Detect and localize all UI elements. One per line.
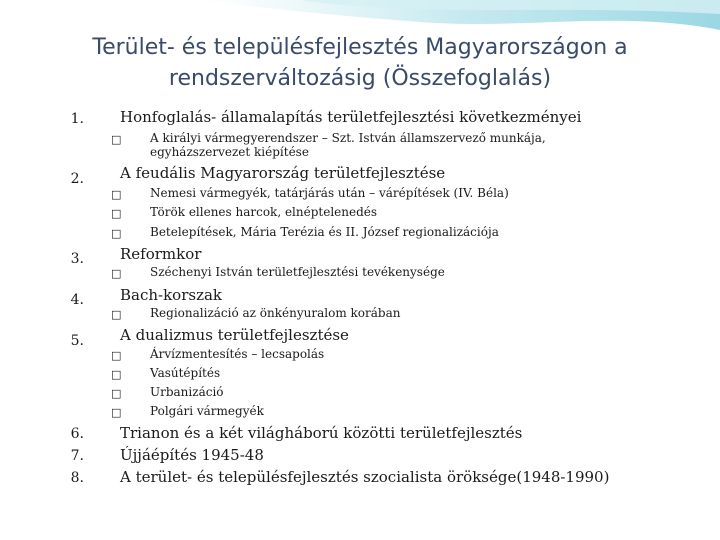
bullet-icon: □ <box>111 207 122 220</box>
bullet-icon: □ <box>111 188 122 201</box>
slide-title <box>40 32 680 94</box>
sub-item-continuation: egyházszervezet kiépítése <box>150 145 309 159</box>
item-number-7: 7. <box>70 448 84 464</box>
sub-item: Török ellenes harcok, elnéptelenedés <box>150 205 378 219</box>
item-heading-6: Trianon és a két világháború közötti területfejlesztés <box>120 424 523 442</box>
sub-item: Nemesi vármegyék, tatárjárás után – várépítések (IV. Béla) <box>150 186 509 200</box>
sub-item: Polgári vármegyék <box>150 404 264 418</box>
item-number-3: 3. <box>70 251 84 267</box>
bullet-icon: □ <box>111 368 122 381</box>
sub-item: Árvízmentesítés – lecsapolás <box>150 347 325 361</box>
item-heading-2: A feudális Magyarország területfejlesztése <box>120 164 446 182</box>
bullet-icon: □ <box>111 349 122 362</box>
item-heading-3: Reformkor <box>120 245 202 263</box>
bullet-icon: □ <box>111 267 122 280</box>
item-number-2: 2. <box>70 171 84 187</box>
bullet-icon: □ <box>111 133 122 146</box>
item-heading-4: Bach-korszak <box>120 286 223 304</box>
item-number-5: 5. <box>70 333 84 349</box>
title-line-2: rendszerváltozásig (Összefoglalás) <box>168 66 552 91</box>
sub-item: Regionalizáció az önkényuralom korában <box>150 306 401 320</box>
bullet-icon: □ <box>111 406 122 419</box>
item-number-6: 6. <box>70 426 84 442</box>
item-heading-1: Honfoglalás- államalapítás területfejlesztési következményei <box>120 108 582 126</box>
item-number-8: 8. <box>70 470 84 486</box>
sub-item: Széchenyi István területfejlesztési tevékenysége <box>150 265 445 279</box>
bullet-icon: □ <box>111 227 122 240</box>
item-heading-7: Újjáépítés 1945-48 <box>120 446 264 464</box>
item-number-4: 4. <box>70 292 84 308</box>
bullet-icon: □ <box>111 387 122 400</box>
item-heading-5: A dualizmus területfejlesztése <box>120 326 349 344</box>
item-heading-8: A terület- és településfejlesztés szocialista öröksége(1948-1990) <box>120 468 610 486</box>
item-number-1: 1. <box>70 111 84 127</box>
bullet-icon: □ <box>111 308 122 321</box>
sub-item: Urbanizáció <box>150 385 224 399</box>
sub-item: Betelepítések, Mária Terézia és II. József regionalizációja <box>150 225 499 239</box>
sub-item: A királyi vármegyerendszer – Szt. István államszervező munkája, <box>150 131 546 145</box>
title-line-1: Terület- és településfejlesztés Magyarországon a <box>92 35 628 60</box>
sub-item: Vasútépítés <box>150 366 221 380</box>
